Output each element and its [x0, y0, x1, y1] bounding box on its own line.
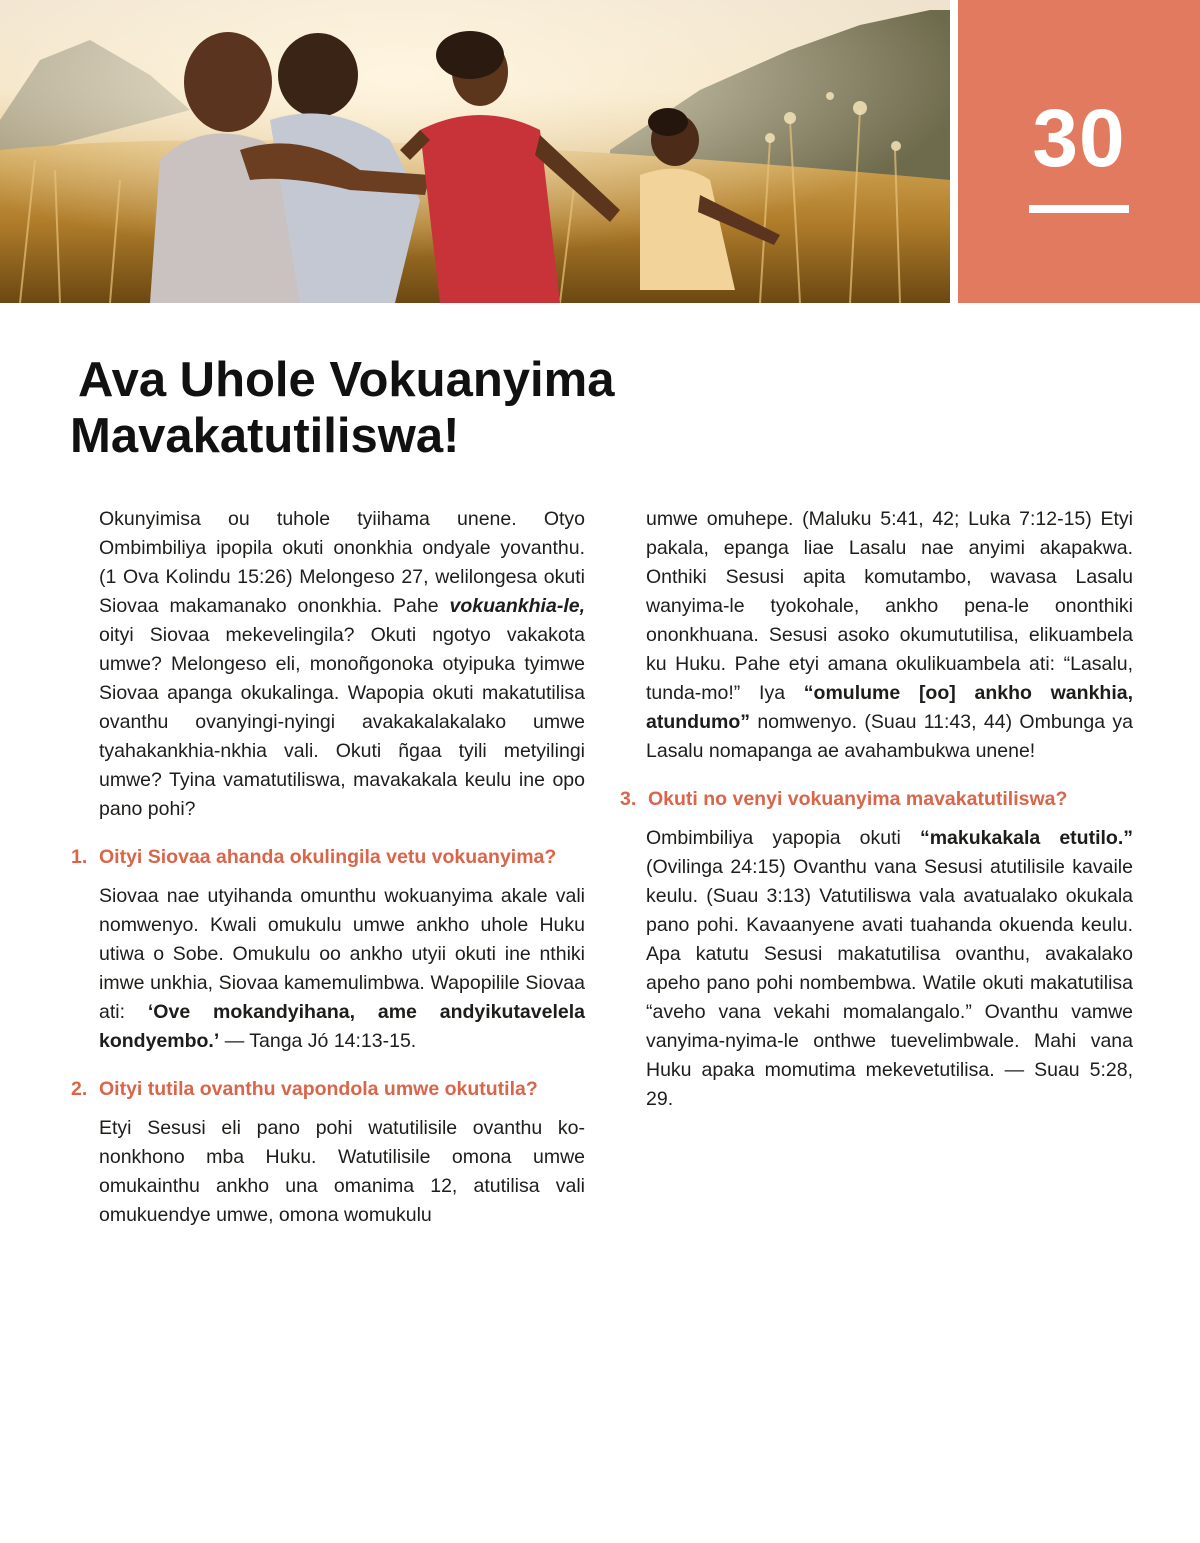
question-1-quote: ‘Ove mokandyihana, ame andyikutavelela kondyembo.’ [99, 1001, 585, 1052]
question-1-heading [71, 843, 585, 871]
question-2-number: 2. [71, 1078, 88, 1100]
intro-text-1: Okunyimisa ou tuhole tyiihama unene. Otyo Ombimbiliya ipopila okuti ononkhia ondyale yovanthu. (1 Ova Kolindu 15:26) Melongeso 27, welilongesa okuti Siovaa makamanako ononkhia. Pahe [99, 508, 585, 617]
question-1-text-2: — Tanga Jó 14:13-15. [219, 1030, 417, 1052]
question-2-paragraph [99, 1114, 585, 1230]
question-3-quote: “makukakala etutilo.” [919, 827, 1133, 849]
question-3-text: Okuti no venyi vokuanyima mavakatutiliswa? [648, 788, 1068, 810]
intro-text-2: oityi Siovaa mekevelingila? Okuti ngotyo vakakota umwe? Melongeso eli, monoñgonoka otyipuka tyimwe Siovaa apanga okukalinga. Wapopia okuti makatutilisa ovanthu ovanyingi-nyingi avakakalakalako umwe tyahakankhia-nkhia vali. Okuti ñgaa tyili metyilingi umwe? Tyina vamatutiliswa, mavakakala keulu ine opo pano pohi? [99, 624, 585, 820]
lesson-title-line2: Mavakatutiliswa! [70, 409, 460, 463]
question-3-number: 3. [620, 788, 637, 810]
hero-photo [0, 0, 950, 303]
question-1-paragraph [99, 882, 585, 1056]
right-column [620, 505, 1134, 1114]
question-2-text-1b: umwe omuhepe. (Maluku 5:41, 42; Luka 7:12-15) Etyi pakala, epanga liae Lasalu nae anyimi akapakwa. Onthiki Sesusi apita komutambo, wavasa Lasalu wanyima-le tyokohale, ankho pena-le ononthiki ononkhuana. Sesusi asoko okumututilisa, elikuambela ku Huku. Pahe etyi amana okulikuambela ati: “Lasalu, tunda-mo!” Iya [646, 508, 1133, 704]
question-1-text-1: Siovaa nae utyihanda omunthu wokuanyima akale vali nomwenyo. Kwali omukulu umwe ankho uhole Huku utiwa o Sobe. Omukulu oo ankho utyii okuti ine nthiki imwe unkhia, Siovaa kamemulimbwa. Wapopilile Siovaa ati: [99, 885, 585, 1023]
question-3-text-2: (Ovilinga 24:15) Ovanthu vana Sesusi atutilisile kavaile keulu. (Suau 3:13) Vatutiliswa vala avatualako okukala pano pohi. Kavaanyene avati tuahanda okuenda keulu. Apa katutu Sesusi makatutilisa ovanthu, avakalako apeho pano pohi nombembwa. Watile okuti makatutilisa “aveho vana vekahi momalangalo.” Ovanthu vamwe vanyima-nyima-le onthwe tuevelimbwale. Mahi vana Huku apaka momutima mekevetutilisa. — Suau 5:28, 29. [646, 856, 1133, 1110]
question-1-text: Oityi Siovaa ahanda okulingila vetu vokuanyima? [99, 846, 557, 868]
question-3-text-1: Ombimbiliya yapopia okuti [646, 827, 920, 849]
question-2-text-1a: Etyi Sesusi eli pano pohi watutilisile ovanthu kononkhono mba Huku. Watutilisile omona umwe omukainthu ankho una omanima 12, atutilisa vali omukuendye umwe, omona womukulu [99, 1117, 585, 1226]
question-2-text: Oityi tutila ovanthu vapondola umwe okututila? [99, 1078, 538, 1100]
question-2-paragraph-continued [646, 505, 1133, 766]
lesson-title-line1: Ava Uhole Vokuanyima [78, 353, 615, 407]
lesson-number-box [958, 0, 1200, 303]
lesson-title [70, 352, 690, 464]
lesson-number: 30 [1032, 93, 1126, 184]
left-column [71, 505, 585, 1230]
question-2-quote: “omulume [oo] ankho wankhia, atundumo” [646, 682, 1134, 733]
intro-paragraph [99, 505, 585, 824]
question-3-heading [620, 785, 1133, 813]
question-2-text-2: nomwenyo. (Suau 11:43, 44) Ombunga ya Lasalu nomapanga ae avahambukwa unene! [646, 711, 1133, 762]
question-3-paragraph [646, 824, 1133, 1114]
lesson-number-underline [1029, 205, 1129, 213]
family-in-field-illustration [0, 0, 950, 303]
question-2-heading [71, 1075, 585, 1103]
question-1-number: 1. [71, 846, 88, 868]
intro-emphasis: vokuankhia-le, [449, 595, 585, 617]
